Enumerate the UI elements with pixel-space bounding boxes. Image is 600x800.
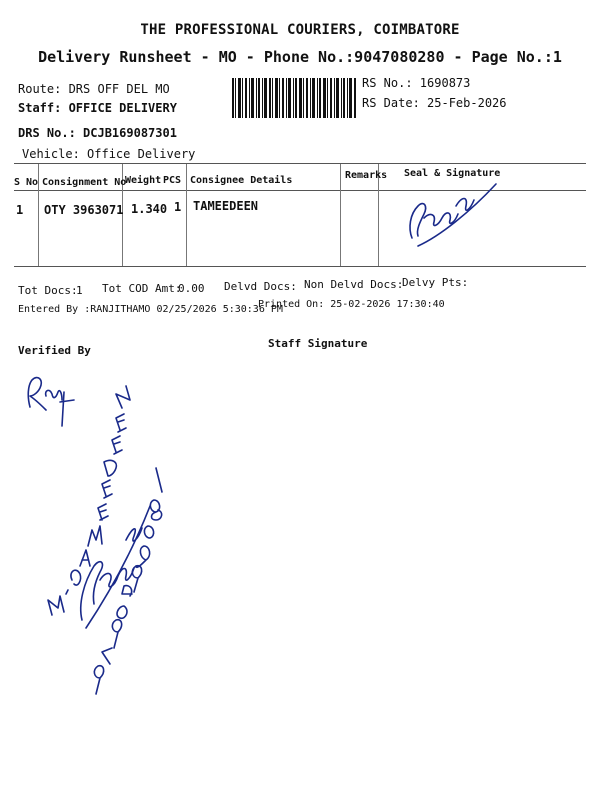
company-title: THE PROFESSIONAL COURIERS, COIMBATORE <box>140 22 460 38</box>
printed-on: Printed On: 25-02-2026 17:30:40 <box>258 299 445 310</box>
vehicle-text: Vehicle: Office Delivery <box>22 147 196 161</box>
header-seal-signature: Seal & Signature <box>404 168 501 179</box>
route-text: Route: DRS OFF DEL MO <box>18 82 170 96</box>
rs-number: RS No.: 1690873 <box>362 76 471 90</box>
header-consignment: Consignment No <box>42 177 127 188</box>
entered-by: Entered By :RANJITHAMO 02/25/2026 5:30:36 PM <box>18 304 283 315</box>
header-pcs: PCS <box>163 175 182 186</box>
receiver-name-handwriting <box>48 386 130 615</box>
runsheet-subtitle: Delivery Runsheet - MO - Phone No.:9047080280 - Page No.:1 <box>38 48 562 66</box>
header-sno: S No <box>14 177 39 188</box>
consignee-signature-table <box>410 184 496 246</box>
tot-docs-label: Tot Docs: <box>18 284 78 297</box>
header-consignee: Consignee Details <box>190 175 293 186</box>
delvy-pts-label: Delvy Pts: <box>402 276 469 289</box>
staff-text: Staff: OFFICE DELIVERY <box>18 101 177 115</box>
cell-sno: 1 <box>16 203 24 217</box>
cell-pcs: 1 <box>174 200 182 214</box>
delvd-docs-label: Delvd Docs: <box>224 280 297 293</box>
rs-date: RS Date: 25-Feb-2026 <box>362 96 507 110</box>
non-delvd-docs-label: Non Delvd Docs: <box>304 278 404 291</box>
header-remarks: Remarks <box>345 170 388 181</box>
cell-consignee: TAMEEDEEN <box>193 199 259 213</box>
verified-by-label: Verified By <box>18 344 91 357</box>
drs-number: DRS No.: DCJB169087301 <box>18 126 177 140</box>
staff-signature-label: Staff Signature <box>268 337 368 350</box>
verifier-initials <box>28 378 74 426</box>
receiver-phone-handwriting <box>94 468 162 694</box>
tot-docs-value: 1 <box>76 284 83 297</box>
cell-consignment: OTY 3963071 <box>44 203 124 217</box>
header-weight: Weight <box>125 175 162 186</box>
tot-cod-value: 0.00 <box>178 282 205 295</box>
tot-cod-label: Tot COD Amt: <box>102 282 182 295</box>
cell-weight: 1.340 <box>131 202 168 216</box>
